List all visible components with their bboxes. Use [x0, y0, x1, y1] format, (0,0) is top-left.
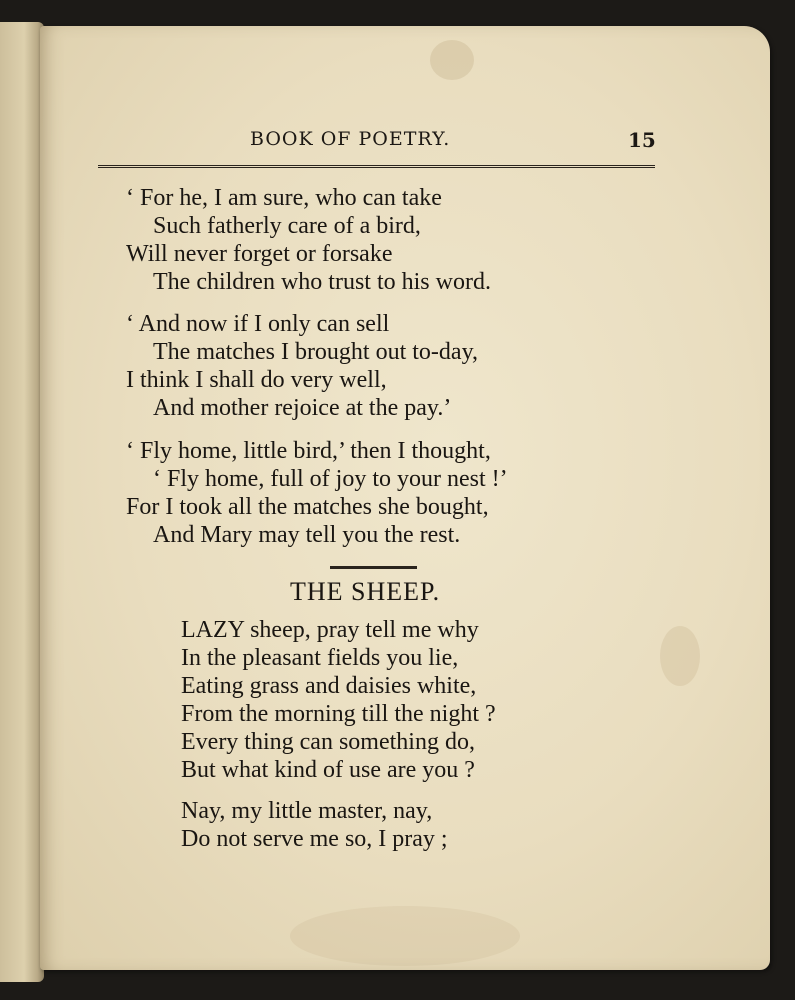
sheep-line-6: But what kind of use are you ?: [181, 757, 475, 783]
stanza-2-line-2: The matches I brought out to-day,: [153, 339, 479, 365]
title-rule: [330, 566, 417, 569]
stanza-3-line-2: ‘ Fly home, full of joy to your nest !’: [153, 466, 508, 492]
header-rule: [98, 165, 655, 168]
page-number: 15: [628, 128, 656, 152]
stanza-1-line-4: The children who trust to his word.: [153, 269, 491, 295]
sheep-line-4: From the morning till the night ?: [181, 701, 496, 727]
stanza-1-line-2: Such fatherly care of a bird,: [153, 213, 421, 239]
sheep-line-2: In the pleasant fields you lie,: [181, 645, 459, 671]
poem-title: THE SHEEP.: [290, 577, 441, 606]
running-head: BOOK OF POETRY.: [250, 128, 451, 150]
stanza-2-line-3: I think I shall do very well,: [126, 367, 387, 393]
sheep-line-1: LAZY sheep, pray tell me why: [181, 617, 479, 643]
stanza-3-line-4: And Mary may tell you the rest.: [153, 522, 461, 548]
stanza-1-line-1: ‘ For he, I am sure, who can take: [126, 185, 442, 211]
stanza-2-line-1: ‘ And now if I only can sell: [126, 311, 390, 337]
left-page-edge: [0, 22, 44, 982]
stanza-3-line-1: ‘ Fly home, little bird,’ then I thought,: [126, 438, 491, 464]
sheep-line-5: Every thing can something do,: [181, 729, 475, 755]
stanza-2-line-4: And mother rejoice at the pay.’: [153, 395, 452, 421]
stanza-3-line-3: For I took all the matches she bought,: [126, 494, 489, 520]
sheep-line-3: Eating grass and daisies white,: [181, 673, 477, 699]
sheep-line-8: Do not serve me so, I pray ;: [181, 826, 448, 852]
stanza-1-line-3: Will never forget or forsake: [126, 241, 393, 267]
sheep-line-7: Nay, my little master, nay,: [181, 798, 433, 824]
